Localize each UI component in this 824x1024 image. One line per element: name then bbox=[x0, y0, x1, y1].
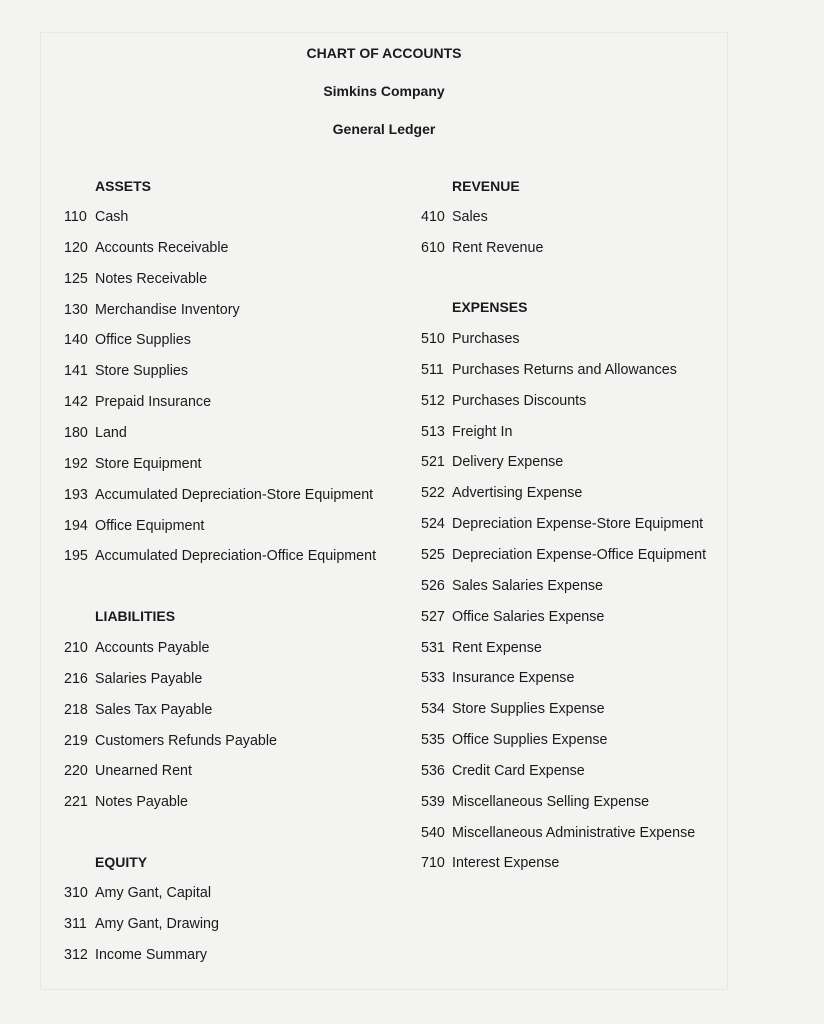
account-number: 410 bbox=[421, 209, 445, 225]
account-row bbox=[421, 392, 586, 410]
account-row bbox=[421, 577, 603, 595]
account-number: 522 bbox=[421, 485, 445, 502]
expenses-heading: EXPENSES bbox=[452, 299, 528, 315]
account-row bbox=[421, 484, 582, 502]
account-name: Office Equipment bbox=[95, 517, 205, 534]
account-number: 192 bbox=[64, 455, 88, 472]
account-row bbox=[64, 331, 191, 349]
account-row bbox=[421, 208, 488, 226]
liabilities-heading: LIABILITIES bbox=[95, 608, 176, 624]
account-number: 524 bbox=[421, 516, 445, 533]
account-number: 510 bbox=[421, 331, 445, 347]
account-number: 194 bbox=[64, 517, 88, 534]
account-number: 219 bbox=[64, 732, 88, 749]
account-number: 527 bbox=[421, 608, 445, 625]
account-name: Depreciation Expense-Office Equipment bbox=[452, 546, 707, 563]
account-row bbox=[64, 208, 128, 226]
account-number: 539 bbox=[421, 793, 445, 810]
company-name: Simkins Company bbox=[323, 83, 445, 99]
account-number: 531 bbox=[421, 639, 445, 656]
account-row bbox=[421, 824, 695, 842]
account-number: 526 bbox=[421, 577, 445, 594]
account-row bbox=[64, 732, 277, 750]
account-name: Delivery Expense bbox=[452, 454, 564, 471]
account-row bbox=[421, 546, 706, 564]
account-row bbox=[421, 854, 559, 872]
account-number: 536 bbox=[421, 762, 445, 779]
account-number: 125 bbox=[64, 270, 88, 287]
account-row bbox=[421, 793, 649, 811]
account-number: 110 bbox=[64, 209, 87, 225]
account-number: 216 bbox=[64, 670, 88, 687]
chart-of-accounts-panel bbox=[40, 32, 728, 990]
account-number: 610 bbox=[421, 239, 445, 256]
account-name: Amy Gant, Drawing bbox=[95, 915, 219, 932]
account-name: Credit Card Expense bbox=[452, 762, 585, 779]
account-row bbox=[64, 915, 219, 933]
account-row bbox=[421, 330, 520, 348]
account-number: 534 bbox=[421, 701, 445, 718]
account-row bbox=[421, 762, 585, 780]
account-number: 710 bbox=[421, 855, 445, 872]
account-name: Store Supplies Expense bbox=[452, 701, 605, 718]
account-name: Land bbox=[95, 424, 127, 441]
account-name: Prepaid Insurance bbox=[95, 394, 212, 411]
account-row bbox=[421, 639, 542, 657]
account-name: Sales Tax Payable bbox=[95, 701, 213, 718]
account-row bbox=[421, 731, 608, 749]
account-number: 312 bbox=[64, 946, 88, 963]
account-name: Store Equipment bbox=[95, 455, 202, 472]
account-row bbox=[64, 424, 127, 442]
account-name: Insurance Expense bbox=[452, 670, 575, 687]
account-row bbox=[64, 270, 207, 288]
account-number: 540 bbox=[421, 824, 445, 841]
account-name: Freight In bbox=[452, 423, 513, 440]
account-row bbox=[64, 455, 202, 473]
account-name: Accounts Payable bbox=[95, 640, 210, 656]
account-name: Office Supplies Expense bbox=[452, 732, 608, 749]
account-row bbox=[421, 515, 703, 533]
account-name: Unearned Rent bbox=[95, 763, 192, 780]
account-name: Office Salaries Expense bbox=[452, 608, 605, 625]
account-row bbox=[64, 301, 240, 319]
account-row bbox=[64, 793, 188, 811]
account-row bbox=[64, 362, 188, 380]
account-name: Purchases Discounts bbox=[452, 392, 587, 409]
account-number: 521 bbox=[421, 454, 445, 471]
account-number: 535 bbox=[421, 732, 445, 749]
revenue-heading: REVENUE bbox=[452, 178, 520, 194]
account-number: 221 bbox=[64, 794, 88, 811]
account-number: 525 bbox=[421, 546, 445, 563]
account-name: Salaries Payable bbox=[95, 670, 203, 687]
account-number: 311 bbox=[64, 915, 87, 932]
account-number: 120 bbox=[64, 239, 88, 256]
account-name: Rent Revenue bbox=[452, 239, 544, 256]
account-row bbox=[64, 486, 373, 504]
account-name: Notes Payable bbox=[95, 794, 188, 811]
account-row bbox=[64, 517, 204, 535]
account-name: Miscellaneous Selling Expense bbox=[452, 793, 650, 810]
account-name: Accumulated Depreciation-Store Equipment bbox=[95, 486, 374, 503]
account-name: Rent Expense bbox=[452, 639, 542, 656]
account-name: Advertising Expense bbox=[452, 485, 583, 502]
account-row bbox=[421, 669, 574, 687]
account-number: 533 bbox=[421, 670, 445, 687]
account-row bbox=[64, 884, 211, 902]
account-name: Miscellaneous Administrative Expense bbox=[452, 824, 696, 841]
account-name: Cash bbox=[95, 209, 129, 225]
account-row bbox=[421, 608, 604, 626]
account-name: Merchandise Inventory bbox=[95, 301, 240, 318]
account-name: Purchases bbox=[452, 331, 520, 347]
account-name: Sales Salaries Expense bbox=[452, 577, 603, 594]
document-title: CHART OF ACCOUNTS bbox=[306, 45, 462, 61]
assets-heading: ASSETS bbox=[95, 178, 152, 194]
account-number: 512 bbox=[421, 392, 445, 409]
account-row bbox=[64, 946, 207, 964]
account-name: Income Summary bbox=[95, 946, 208, 963]
account-row bbox=[64, 239, 229, 257]
account-row bbox=[64, 547, 376, 565]
account-name: Accumulated Depreciation-Office Equipment bbox=[95, 548, 377, 565]
account-row bbox=[421, 361, 677, 379]
account-number: 210 bbox=[64, 640, 88, 656]
account-name: Interest Expense bbox=[452, 855, 560, 872]
account-number: 130 bbox=[64, 301, 88, 318]
ledger-name: General Ledger bbox=[332, 121, 436, 137]
account-row bbox=[64, 762, 192, 780]
account-name: Store Supplies bbox=[95, 363, 188, 380]
account-name: Depreciation Expense-Store Equipment bbox=[452, 516, 704, 533]
account-number: 180 bbox=[64, 424, 88, 441]
account-row bbox=[421, 453, 563, 471]
account-number: 218 bbox=[64, 701, 88, 718]
account-name: Accounts Receivable bbox=[95, 239, 229, 256]
account-row bbox=[64, 393, 211, 411]
account-number: 142 bbox=[64, 394, 88, 411]
account-number: 195 bbox=[64, 548, 88, 565]
account-number: 513 bbox=[421, 423, 445, 440]
account-number: 193 bbox=[64, 486, 88, 503]
account-number: 511 bbox=[421, 361, 444, 378]
account-name: Sales bbox=[452, 209, 488, 225]
account-number: 140 bbox=[64, 332, 88, 349]
account-row bbox=[64, 701, 212, 719]
equity-heading: EQUITY bbox=[95, 854, 148, 870]
account-row bbox=[64, 639, 209, 657]
account-row bbox=[421, 239, 543, 257]
account-number: 310 bbox=[64, 885, 88, 901]
account-name: Amy Gant, Capital bbox=[95, 885, 212, 901]
account-number: 220 bbox=[64, 763, 88, 780]
account-name: Purchases Returns and Allowances bbox=[452, 361, 677, 378]
account-row bbox=[64, 670, 202, 688]
account-name: Office Supplies bbox=[95, 332, 191, 349]
account-name: Customers Refunds Payable bbox=[95, 732, 277, 749]
account-row bbox=[421, 700, 605, 718]
account-number: 141 bbox=[64, 363, 88, 380]
account-row bbox=[421, 423, 512, 441]
account-name: Notes Receivable bbox=[95, 270, 208, 287]
